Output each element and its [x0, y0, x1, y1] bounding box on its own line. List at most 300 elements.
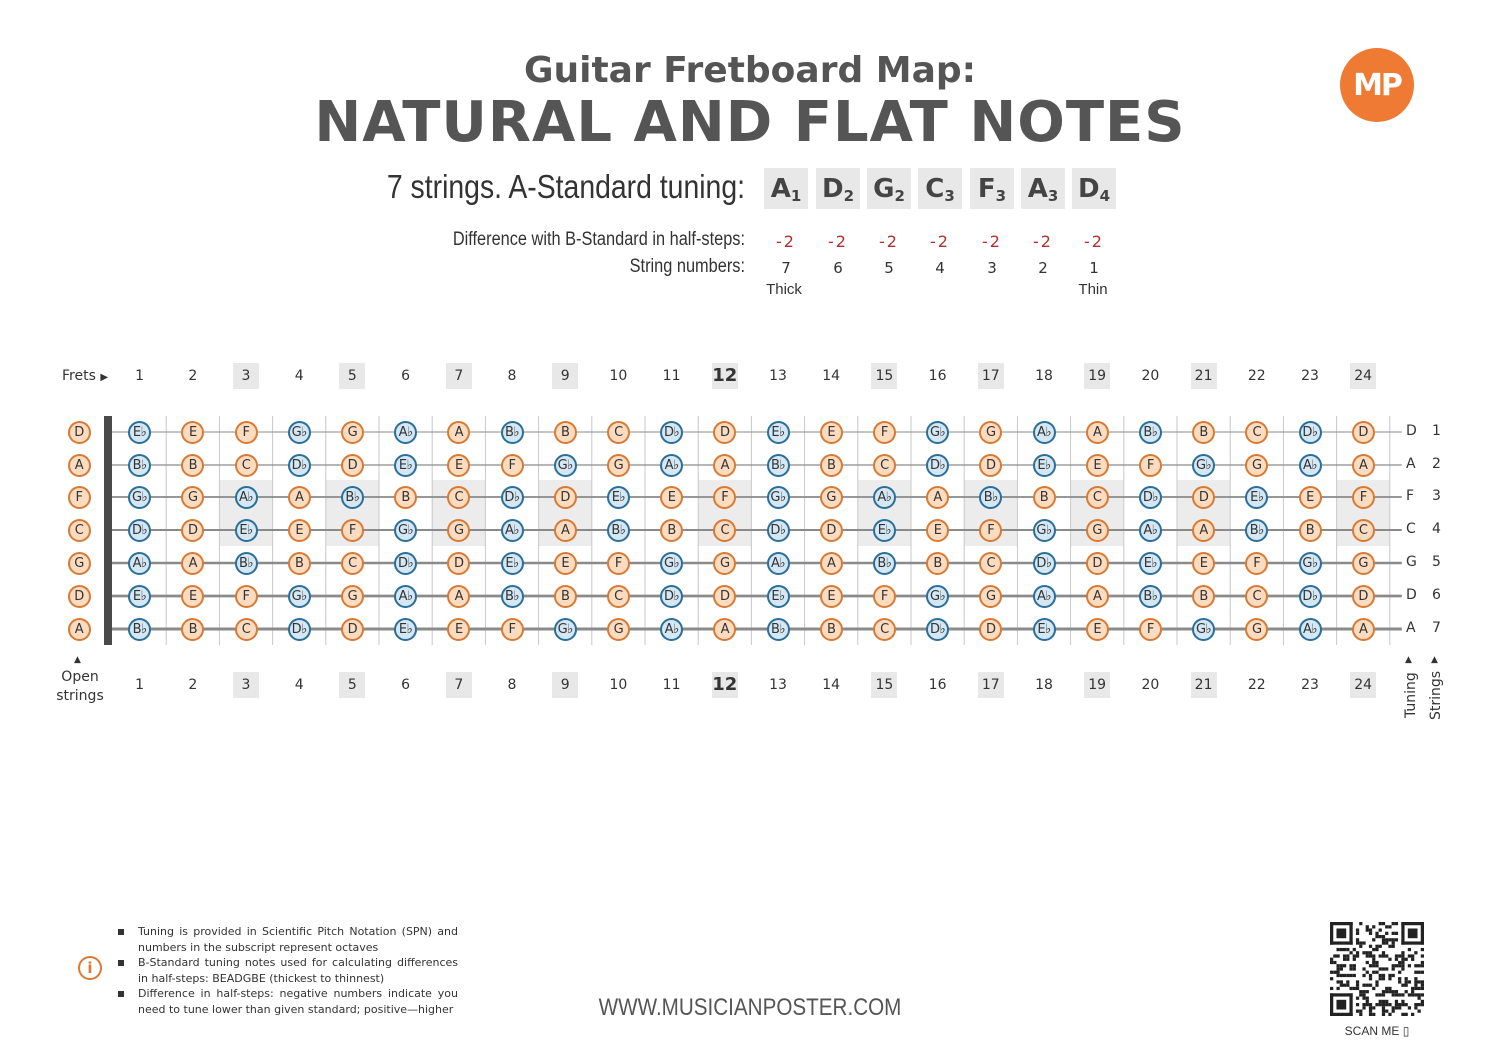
fret-note: G♭ [767, 486, 790, 509]
fret-note: A♭ [767, 552, 790, 575]
fret-note: F [1139, 618, 1162, 641]
qr-module [1369, 928, 1372, 931]
tuning-octave: 3 [995, 187, 1007, 205]
qr-module [1414, 1003, 1417, 1006]
qr-module [1395, 990, 1398, 993]
fret-note: E [1192, 552, 1215, 575]
fret-note: B♭ [767, 454, 790, 477]
qr-module [1340, 948, 1343, 951]
qr-module [1340, 964, 1343, 967]
fret-note: D [979, 618, 1002, 641]
fret-note: G [181, 486, 204, 509]
qr-module [1405, 1013, 1408, 1016]
qr-module [1336, 974, 1339, 977]
side-tuning-note: D [1406, 423, 1417, 439]
fret-note: D♭ [1139, 486, 1162, 509]
fret-note: E♭ [128, 421, 151, 444]
fret-note: E♭ [501, 552, 524, 575]
qr-module [1372, 971, 1375, 974]
fret-note: C [1086, 486, 1109, 509]
fret-note: D [820, 519, 843, 542]
fret-note: G♭ [288, 585, 311, 608]
qr-module [1366, 990, 1369, 993]
qr-module [1379, 1000, 1382, 1003]
fret-note: D♭ [501, 486, 524, 509]
tuning-note-letter: D [821, 174, 844, 204]
qr-module [1411, 987, 1414, 990]
qr-module [1392, 964, 1395, 967]
qr-module [1330, 961, 1333, 964]
qr-module [1401, 964, 1404, 967]
qr-module [1343, 964, 1346, 967]
qr-module [1421, 971, 1424, 974]
qr-module [1356, 980, 1359, 983]
fret-note: E♭ [767, 585, 790, 608]
fret-note: F [1139, 454, 1162, 477]
fret-note: E♭ [873, 519, 896, 542]
fret-note: A♭ [660, 618, 683, 641]
fret-number: 19 [1084, 672, 1110, 698]
fret-number: 22 [1247, 368, 1266, 384]
fret-note: B [820, 454, 843, 477]
fret-note: C [979, 552, 1002, 575]
qr-module [1349, 964, 1352, 967]
fret-note: G [607, 454, 630, 477]
qr-module [1359, 1013, 1362, 1016]
qr-module [1375, 964, 1378, 967]
qr-module [1421, 948, 1424, 951]
qr-finder [1349, 993, 1352, 1016]
qr-module [1343, 984, 1346, 987]
fret-note: F [873, 421, 896, 444]
side-tuning-note: F [1406, 488, 1415, 504]
info-icon: i [78, 956, 102, 980]
fret-note: F [713, 486, 736, 509]
half-step-diff: -2 [828, 232, 848, 251]
qr-code[interactable] [1330, 922, 1424, 1016]
fret-note: A♭ [660, 454, 683, 477]
qr-module [1414, 987, 1417, 990]
qr-module [1356, 987, 1359, 990]
half-step-diff: -2 [1084, 232, 1104, 251]
half-step-diff: -2 [1033, 232, 1053, 251]
qr-module [1405, 990, 1408, 993]
qr-module [1421, 984, 1424, 987]
fret-note: B [181, 454, 204, 477]
fret-note: D [447, 552, 470, 575]
fret-note: F [979, 519, 1002, 542]
qr-module [1392, 974, 1395, 977]
qr-module [1359, 945, 1362, 948]
string-number: 6 [833, 259, 843, 277]
qr-module [1392, 932, 1395, 935]
fret-note: F [501, 454, 524, 477]
qr-module [1369, 1006, 1372, 1009]
tuning-octave: 2 [894, 187, 905, 205]
qr-module [1366, 925, 1369, 928]
qr-module [1414, 964, 1417, 967]
fret-note: B [820, 618, 843, 641]
qr-module [1379, 954, 1382, 957]
string-number: 1 [1089, 259, 1099, 277]
fret-number: 17 [978, 363, 1004, 389]
qr-module [1343, 954, 1346, 957]
tuning-octave: 4 [1099, 187, 1111, 205]
fret-note: C [607, 421, 630, 444]
qr-module [1388, 977, 1391, 980]
fret-note: A♭ [1299, 454, 1322, 477]
qr-module [1366, 954, 1369, 957]
qr-module [1385, 938, 1388, 941]
qr-module [1401, 1013, 1404, 1016]
qr-module [1385, 990, 1388, 993]
qr-module [1421, 980, 1424, 983]
qr-module [1340, 974, 1343, 977]
qr-module [1405, 958, 1408, 961]
strings-side-label: Strings [1428, 670, 1444, 720]
tuning-octave: 3 [944, 187, 955, 205]
qr-module [1401, 1000, 1404, 1003]
fret-note: G [820, 486, 843, 509]
qr-module [1366, 961, 1369, 964]
tuning-octave: 1 [790, 187, 802, 205]
qr-module [1356, 997, 1359, 1000]
fret-note: E [181, 421, 204, 444]
qr-module [1401, 958, 1404, 961]
fret-note: A♭ [128, 552, 151, 575]
fret-number: 6 [401, 677, 411, 693]
fret-note: B [926, 552, 949, 575]
fret-note: A [713, 454, 736, 477]
qr-module [1333, 954, 1336, 957]
fret-number: 9 [552, 363, 578, 389]
fret-number: 24 [1350, 363, 1376, 389]
fret-note: E [820, 585, 843, 608]
fret-note: A [713, 618, 736, 641]
qr-module [1398, 961, 1401, 964]
fret-number: 3 [233, 363, 259, 389]
fret-number: 21 [1191, 363, 1217, 389]
qr-module [1362, 1006, 1365, 1009]
fret-number: 1 [135, 368, 145, 384]
fret-note: A [554, 519, 577, 542]
qr-module [1398, 993, 1401, 996]
qr-module [1353, 964, 1356, 967]
qr-module [1392, 941, 1395, 944]
tuning-note-letter: A [770, 174, 791, 204]
fret-note: E [554, 552, 577, 575]
side-tuning-note: G [1406, 554, 1417, 570]
fret-note: F [235, 421, 258, 444]
fret-note: B [181, 618, 204, 641]
qr-module [1385, 954, 1388, 957]
side-tuning-note: C [1406, 521, 1416, 537]
qr-module [1395, 993, 1398, 996]
qr-module [1343, 948, 1346, 951]
fret-number: 7 [446, 363, 472, 389]
qr-module [1362, 993, 1365, 996]
qr-module [1395, 958, 1398, 961]
side-string-number: 7 [1432, 620, 1441, 636]
fret-note: E [660, 486, 683, 509]
fret-note: A [1086, 585, 1109, 608]
qr-module [1418, 993, 1421, 996]
qr-module [1385, 987, 1388, 990]
fret-number: 5 [339, 672, 365, 698]
qr-module [1366, 1003, 1369, 1006]
qr-module [1353, 974, 1356, 977]
qr-module [1379, 977, 1382, 980]
page-title: NATURAL AND FLAT NOTES [314, 90, 1186, 155]
qr-module [1401, 954, 1404, 957]
fret-note: F [341, 519, 364, 542]
qr-module [1382, 1003, 1385, 1006]
qr-module [1369, 1010, 1372, 1013]
fret-note: D♭ [288, 454, 311, 477]
qr-module [1375, 948, 1378, 951]
qr-module [1336, 948, 1339, 951]
fret-note: G [341, 421, 364, 444]
fret-number: 5 [339, 363, 365, 389]
side-tuning-note: D [1406, 587, 1417, 603]
open-string-note: D [68, 421, 91, 444]
qr-module [1392, 938, 1395, 941]
fret-note: C [1245, 421, 1268, 444]
qr-module [1330, 971, 1333, 974]
qr-module [1418, 980, 1421, 983]
fret-note: A♭ [1033, 585, 1056, 608]
qr-module [1414, 1006, 1417, 1009]
qr-module [1382, 938, 1385, 941]
qr-module [1353, 948, 1356, 951]
qr-finder [1401, 922, 1424, 925]
fret-note: C [873, 454, 896, 477]
fret-note: B [1299, 519, 1322, 542]
side-string-number: 4 [1432, 521, 1441, 537]
qr-module [1369, 932, 1372, 935]
fret-note: A [1192, 519, 1215, 542]
qr-finder [1408, 928, 1418, 938]
qr-module [1366, 997, 1369, 1000]
qr-module [1346, 974, 1349, 977]
fret-note: A [447, 421, 470, 444]
qr-module [1372, 1013, 1375, 1016]
qr-module [1369, 945, 1372, 948]
qr-module [1353, 954, 1356, 957]
qr-module [1343, 974, 1346, 977]
qr-module [1414, 993, 1417, 996]
fret-note: A [1352, 454, 1375, 477]
qr-finder [1330, 941, 1353, 944]
qr-module [1414, 977, 1417, 980]
qr-module [1392, 922, 1395, 925]
qr-module [1408, 993, 1411, 996]
qr-module [1340, 980, 1343, 983]
qr-module [1418, 1003, 1421, 1006]
fret-note: E♭ [1245, 486, 1268, 509]
half-step-diff: -2 [776, 232, 796, 251]
qr-module [1382, 1010, 1385, 1013]
qr-module [1346, 984, 1349, 987]
fret-note: G♭ [926, 585, 949, 608]
qr-module [1375, 971, 1378, 974]
qr-module [1382, 974, 1385, 977]
fret-number: 10 [609, 368, 628, 384]
qr-module [1382, 990, 1385, 993]
half-step-diff: -2 [982, 232, 1002, 251]
qr-module [1388, 938, 1391, 941]
qr-module [1356, 932, 1359, 935]
footnote: B-Standard tuning notes used for calculating differences in half-steps: BEADGBE (thickest to thinnest) [118, 955, 458, 986]
qr-module [1385, 1000, 1388, 1003]
fret-note: D [181, 519, 204, 542]
fret-note: D♭ [1299, 421, 1322, 444]
fret-note: C [1352, 519, 1375, 542]
fret-note: B [554, 421, 577, 444]
fret-note: D♭ [660, 585, 683, 608]
fret-number: 19 [1084, 363, 1110, 389]
fret-note: B [660, 519, 683, 542]
qr-module [1359, 941, 1362, 944]
open-strings-label: Open strings [56, 669, 104, 704]
fret-note: A [820, 552, 843, 575]
fret-note: D [713, 585, 736, 608]
qr-module [1385, 1010, 1388, 1013]
fret-number: 18 [1035, 677, 1053, 693]
qr-module [1382, 935, 1385, 938]
qr-module [1362, 984, 1365, 987]
fret-note: E♭ [1139, 552, 1162, 575]
qr-module [1356, 941, 1359, 944]
fret-note: B♭ [128, 618, 151, 641]
qr-module [1421, 961, 1424, 964]
fret-note: E [926, 519, 949, 542]
qr-module [1395, 964, 1398, 967]
qr-finder [1330, 1013, 1353, 1016]
qr-module [1369, 964, 1372, 967]
fret-note: E [1086, 454, 1109, 477]
qr-module [1388, 974, 1391, 977]
fret-note: G♭ [1299, 552, 1322, 575]
qr-module [1333, 971, 1336, 974]
open-string-note: G [68, 552, 91, 575]
strings-arrow-icon: ▲ [1431, 655, 1438, 665]
fret-note: C [713, 519, 736, 542]
tuning-side-label: Tuning [1403, 672, 1419, 718]
fret-note: G♭ [1192, 454, 1215, 477]
qr-module [1421, 993, 1424, 996]
fret-number: 16 [928, 677, 947, 693]
fret-number: 9 [552, 672, 578, 698]
fret-note: A♭ [394, 585, 417, 608]
fret-note: A♭ [873, 486, 896, 509]
qr-finder [1330, 993, 1333, 1016]
qr-finder [1330, 993, 1353, 996]
qr-module [1356, 1003, 1359, 1006]
qr-module [1388, 1013, 1391, 1016]
qr-module [1353, 967, 1356, 970]
qr-module [1405, 1003, 1408, 1006]
footnote: Tuning is provided in Scientific Pitch Notation (SPN) and numbers in the subscript represent octaves [118, 924, 458, 955]
fret-note: B♭ [501, 585, 524, 608]
tuning-note-letter: C [925, 174, 945, 204]
qr-module [1336, 980, 1339, 983]
qr-module [1336, 971, 1339, 974]
thin-label: Thin [1078, 281, 1108, 298]
qr-module [1382, 977, 1385, 980]
string-numbers-label: String numbers: [629, 256, 745, 277]
qr-module [1385, 941, 1388, 944]
qr-module [1369, 974, 1372, 977]
qr-module [1411, 1013, 1414, 1016]
qr-module [1398, 964, 1401, 967]
qr-module [1379, 922, 1382, 925]
fret-note: C [235, 454, 258, 477]
qr-finder [1336, 1000, 1346, 1010]
open-string-note: C [68, 519, 91, 542]
fret-note: E [1086, 618, 1109, 641]
fret-note: C [341, 552, 364, 575]
open-string-note: A [68, 618, 91, 641]
fret-note: D [1192, 486, 1215, 509]
logo: MP [1340, 48, 1414, 122]
qr-module [1414, 951, 1417, 954]
tuning-arrow-icon: ▲ [1405, 655, 1412, 665]
fret-number: 13 [769, 368, 787, 384]
fret-note: E♭ [1033, 618, 1056, 641]
fret-note: B♭ [1139, 585, 1162, 608]
fret-note: D♭ [394, 552, 417, 575]
fret-note: B♭ [235, 552, 258, 575]
qr-finder [1421, 922, 1424, 945]
fret-number: 11 [662, 368, 681, 384]
fret-number: 23 [1301, 677, 1319, 693]
qr-module [1369, 1013, 1372, 1016]
qr-module [1366, 984, 1369, 987]
qr-module [1385, 925, 1388, 928]
fret-note: G♭ [926, 421, 949, 444]
fret-number: 24 [1350, 672, 1376, 698]
qr-module [1382, 967, 1385, 970]
fret-number: 6 [401, 368, 411, 384]
fret-number: 15 [871, 363, 897, 389]
qr-module [1375, 945, 1378, 948]
tuning-note-letter: F [977, 174, 996, 204]
string-number: 7 [781, 259, 791, 277]
qr-module [1421, 1003, 1424, 1006]
qr-finder [1330, 922, 1353, 925]
fret-note: D [979, 454, 1002, 477]
qr-module [1336, 954, 1339, 957]
fret-note: G [341, 585, 364, 608]
fret-note: A♭ [1139, 519, 1162, 542]
qr-module [1395, 954, 1398, 957]
qr-module [1362, 1003, 1365, 1006]
fret-note: B♭ [873, 552, 896, 575]
website-url[interactable]: WWW.MUSICIANPOSTER.COM [598, 994, 902, 1021]
fret-note: D [341, 618, 364, 641]
tuning-note-letter: G [873, 174, 895, 204]
fret-note: G [979, 421, 1002, 444]
fret-number: 15 [871, 672, 897, 698]
fret-number: 12 [712, 672, 738, 698]
fret-note: D♭ [926, 454, 949, 477]
qr-module [1349, 951, 1352, 954]
qr-module [1375, 961, 1378, 964]
open-string-note: F [68, 486, 91, 509]
fret-note: A [1086, 421, 1109, 444]
qr-module [1392, 1010, 1395, 1013]
